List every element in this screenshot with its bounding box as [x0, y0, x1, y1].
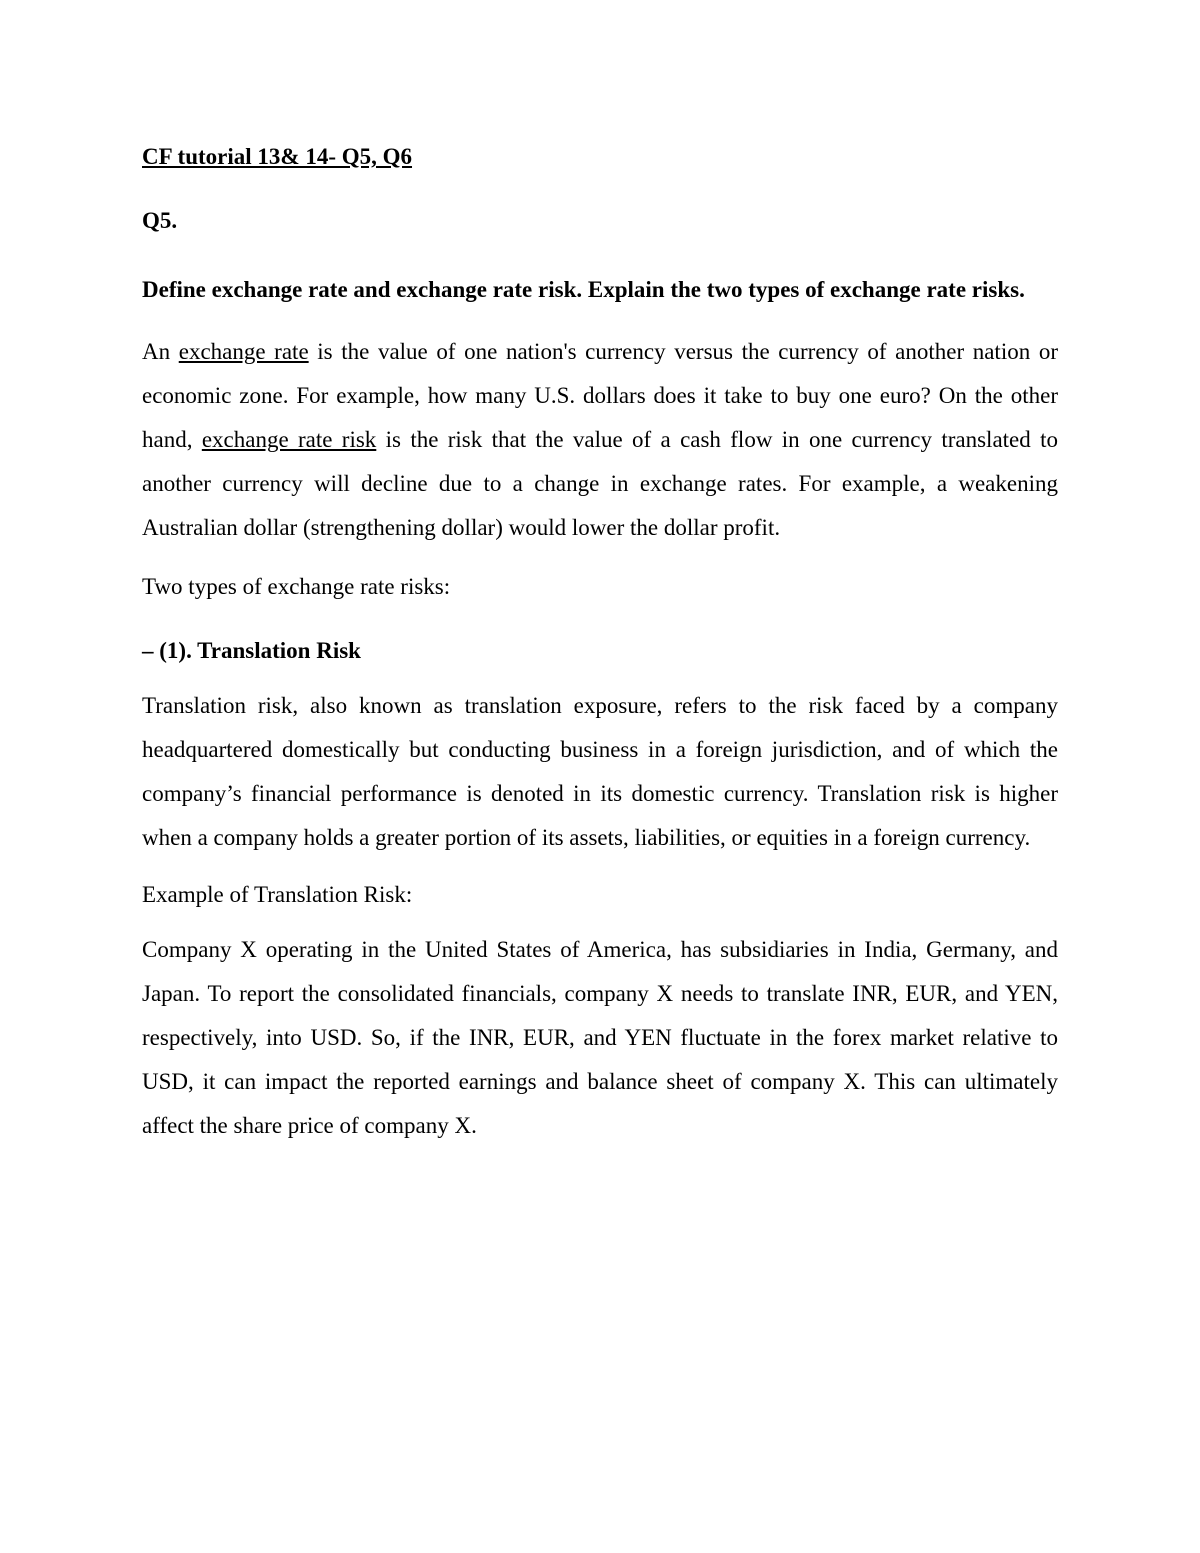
definition-text-3: is the risk that the value of a cash flow in one currency translated to another currency will decline due to a change in exchange rates. For example, a weakening Australian dollar (strengthening dollar) would lower the dollar profit.: [142, 427, 1058, 540]
term-exchange-rate-risk: exchange rate risk: [201, 427, 377, 452]
example-paragraph: Company X operating in the United States of America, has subsidiaries in India, Germany, and Japan. To report the consolidated financials, company X needs to translate INR, EUR, and YEN, respectively, into USD. So, if the INR, EUR, and YEN fluctuate in the forex market relative to USD, it can impact the reported earnings and balance sheet of company X. This can ultimately affect the share price of company X.: [142, 937, 1058, 1138]
translation-risk-heading: – (1). Translation Risk: [142, 638, 361, 663]
example-label: Example of Translation Risk:: [142, 882, 413, 907]
definition-paragraph: [142, 330, 1058, 550]
types-intro: Two types of exchange rate risks:: [142, 574, 451, 599]
definition-text-1: An: [142, 339, 179, 364]
translation-risk-paragraph: Translation risk, also known as translation exposure, refers to the risk faced by a company headquartered domestically but conducting business in a foreign jurisdiction, and of which the company’s financial performance is denoted in its domestic currency. Translation risk is higher when a company holds a greater portion of its assets, liabilities, or equities in a foreign currency.: [142, 693, 1058, 850]
question-text: Define exchange rate and exchange rate risk. Explain the two types of exchange rate risks.: [142, 277, 1025, 302]
definition-text-2: is the value of one nation's currency versus the currency of another nation or economic zone. For example, how many U.S. dollars does it take to buy one euro? On the other hand,: [142, 339, 1058, 452]
question-label: Q5.: [142, 208, 178, 233]
document-title: CF tutorial 13& 14- Q5, Q6: [142, 144, 413, 169]
document-page: [142, 142, 1058, 1148]
term-exchange-rate: exchange rate: [178, 339, 309, 364]
